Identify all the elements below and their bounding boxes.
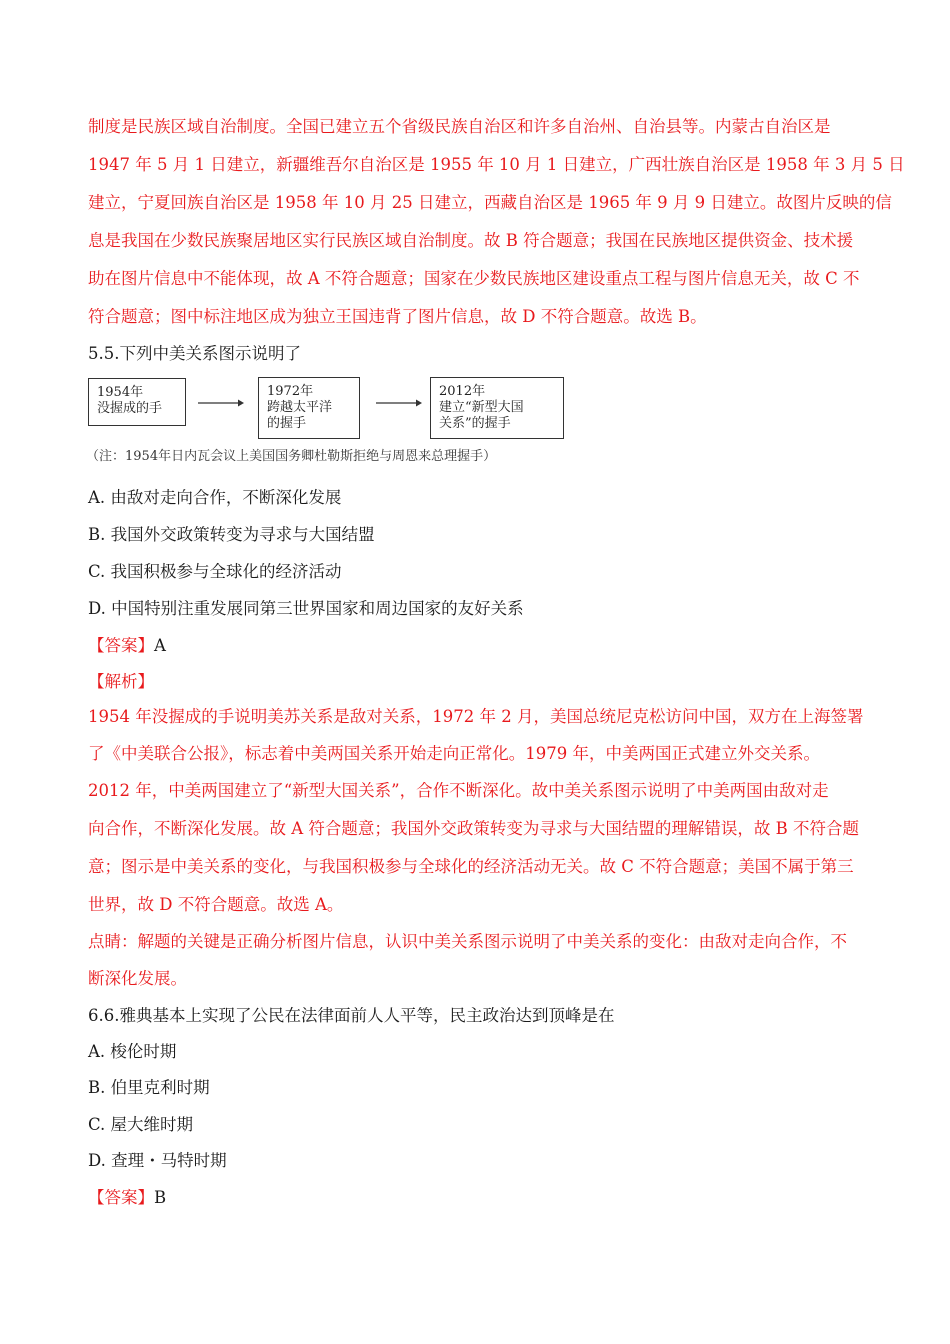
answer-value: A: [154, 636, 166, 655]
explanation-line: 制度是民族区域自治制度。全国已建立五个省级民族自治区和许多自治州、自治县等。内蒙古自治区是: [88, 117, 831, 136]
option-a: A. 由敌对走向合作，不断深化发展: [88, 488, 342, 507]
question-6-stem: 6.6.雅典基本上实现了公民在法律面前人人平等，民主政治达到顶峰是在: [88, 1006, 615, 1025]
answer-label: 【答案】: [88, 1188, 154, 1207]
option-d: D. 查理・马特时期: [88, 1151, 227, 1170]
arrow-icon: [376, 398, 422, 408]
answer-row: [88, 635, 166, 657]
diagram-box-1954: 1954年 没握成的手: [88, 378, 186, 426]
explanation-line: 助在图片信息中不能体现，故 A 不符合题意；国家在少数民族地区建设重点工程与图片信息无关，故 C 不: [88, 269, 860, 288]
sino-us-relations-diagram: [86, 375, 566, 465]
explanation-line: 息是我国在少数民族聚居地区实行民族区域自治制度。故 B 符合题意；我国在民族地区提供资金、技术援: [88, 231, 854, 250]
diagram-box-1972: 1972年 跨越太平洋 的握手: [258, 377, 360, 439]
analysis-line: 1954 年没握成的手说明美苏关系是敌对关系，1972 年 2 月，美国总统尼克松访问中国，双方在上海签署: [88, 707, 864, 726]
analysis-line: 了《中美联合公报》，标志着中美两国关系开始走向正常化。1979 年，中美两国正式建立外交关系。: [88, 744, 820, 763]
analysis-line: 2012 年，中美两国建立了“新型大国关系”，合作不断深化。故中美关系图示说明了中美两国由敌对走: [88, 781, 829, 800]
analysis-label-text: 【解析】: [88, 672, 154, 691]
analysis-label: [88, 671, 154, 693]
analysis-line: 意；图示是中美关系的变化，与我国积极参与全球化的经济活动无关。故 C 不符合题意；美国不属于第三: [88, 857, 854, 876]
analysis-line: 向合作，不断深化发展。故 A 符合题意；我国外交政策转变为寻求与大国结盟的理解错误，故 B 不符合题: [88, 819, 860, 838]
answer-value: B: [154, 1188, 167, 1207]
option-a: A. 梭伦时期: [88, 1042, 177, 1061]
answer-row: [88, 1187, 166, 1209]
option-c: C. 我国积极参与全球化的经济活动: [88, 562, 342, 581]
option-d: D. 中国特别注重发展同第三世界国家和周边国家的友好关系: [88, 599, 524, 618]
option-b: B. 我国外交政策转变为寻求与大国结盟: [88, 525, 375, 544]
option-b: B. 伯里克利时期: [88, 1078, 210, 1097]
option-c: C. 屋大维时期: [88, 1115, 194, 1134]
explanation-line: 1947 年 5 月 1 日建立，新疆维吾尔自治区是 1955 年 10 月 1 日建立，广西壮族自治区是 1958 年 3 月 5 日: [88, 155, 905, 174]
explanation-line: 符合题意；图中标注地区成为独立王国违背了图片信息，故 D 不符合题意。故选 B。: [88, 307, 707, 326]
explanation-line: 建立，宁夏回族自治区是 1958 年 10 月 25 日建立，西藏自治区是 1965 年 9 月 9 日建立。故图片反映的信: [88, 193, 892, 212]
analysis-line: 世界，故 D 不符合题意。故选 A。: [88, 895, 344, 914]
diagram-note: （注：1954年日内瓦会议上美国国务卿杜勒斯拒绝与周恩来总理握手）: [86, 449, 497, 464]
tip-line: 断深化发展。: [88, 969, 187, 988]
diagram-box-2012: 2012年 建立“新型大国 关系”的握手: [430, 377, 564, 439]
question-5-stem: 5.5.下列中美关系图示说明了: [88, 344, 301, 363]
arrow-icon: [198, 398, 244, 408]
answer-label: 【答案】: [88, 636, 154, 655]
tip-line: 点睛：解题的关键是正确分析图片信息，认识中美关系图示说明了中美关系的变化：由敌对走向合作，不: [88, 932, 847, 951]
